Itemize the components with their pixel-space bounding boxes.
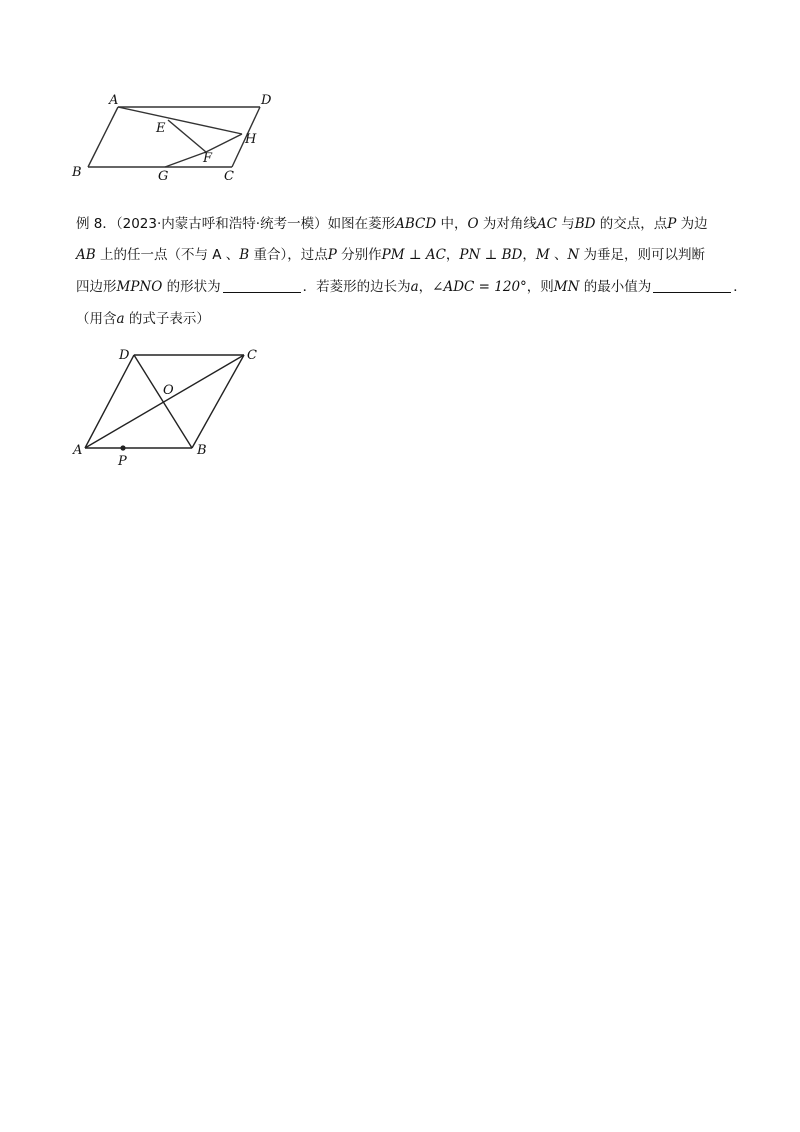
text: 的交点，点 [595, 216, 668, 232]
text: 重合），过点 [249, 247, 328, 263]
math: AB [76, 247, 96, 263]
math: PN ⊥ BD [459, 247, 523, 263]
math: MPNO [116, 279, 163, 295]
text: 四边形 [76, 279, 117, 295]
label-B: B [197, 443, 207, 458]
label-H: H [245, 132, 257, 147]
text: 为边 [676, 216, 708, 232]
math: a [116, 311, 125, 327]
text: ． [733, 279, 747, 295]
label-F: F [203, 151, 213, 166]
text: ， [418, 279, 433, 295]
label-C: C [247, 348, 257, 363]
text: 的式子表示） [124, 311, 210, 327]
figure-rhombus [0, 0, 800, 480]
text: （用含 [76, 311, 117, 327]
text: 上的任一点（不与 A 、 [95, 247, 240, 263]
text: ， [522, 247, 536, 263]
text: 中， [436, 216, 468, 232]
text: 为对角线 [478, 216, 537, 232]
label-A: A [109, 93, 119, 108]
math: N [567, 247, 580, 263]
text: 的形状为 [162, 279, 221, 295]
math: BD [574, 216, 596, 232]
label-O: O [163, 383, 174, 398]
text: 为垂足，则可以判断 [579, 247, 706, 263]
label-G: G [158, 169, 169, 184]
label-E: E [156, 121, 166, 136]
point-P [120, 445, 125, 450]
math: ABCD [395, 216, 437, 232]
math: P [327, 247, 337, 263]
math: a [410, 279, 419, 295]
math: ∠ADC = 120° [432, 279, 527, 295]
label-B: B [72, 165, 82, 180]
text: 例 8．（2023·内蒙古呼和浩特·统考一模）如图在菱形 [76, 216, 396, 232]
text: 、 [549, 247, 568, 263]
text: ，则 [526, 279, 554, 295]
math: M [535, 247, 550, 263]
math: O [467, 216, 479, 232]
label-A: A [73, 443, 83, 458]
math: B [239, 247, 250, 263]
text: ．若菱形的边长为 [302, 279, 411, 295]
label-C: C [224, 169, 234, 184]
math: MN [553, 279, 580, 295]
text: 分别作 [336, 247, 382, 263]
label-P: P [118, 454, 127, 469]
text: ， [445, 247, 460, 263]
label-D: D [119, 348, 130, 363]
text: 与 [556, 216, 575, 232]
math: AC [536, 216, 557, 232]
math: P [667, 216, 677, 232]
math: PM ⊥ AC [381, 247, 446, 263]
text: 的最小值为 [579, 279, 652, 295]
label-D: D [261, 93, 272, 108]
